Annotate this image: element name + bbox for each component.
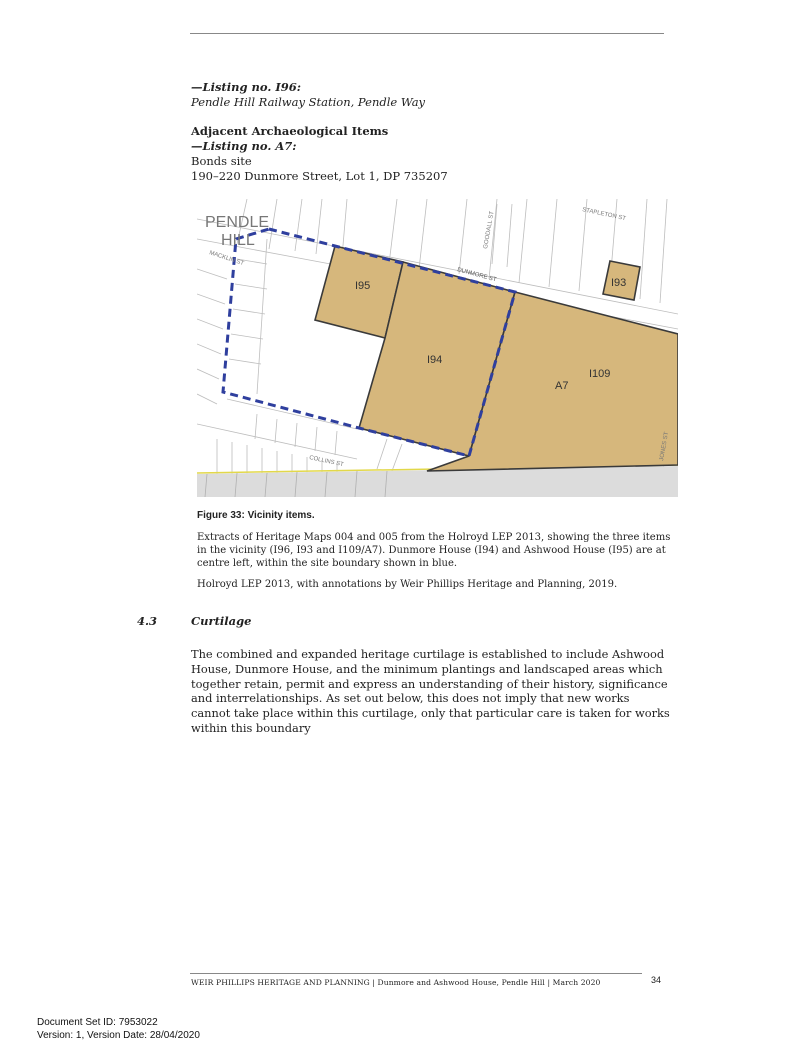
label-i94: I94 xyxy=(427,354,443,366)
section-number: 4.3 xyxy=(137,614,158,628)
label-i109: I109 xyxy=(589,368,611,380)
label-i95: I95 xyxy=(355,280,371,292)
street-label-jones: JONES ST xyxy=(659,431,671,462)
section-title: Curtilage xyxy=(191,614,252,628)
page-number: 34 xyxy=(651,975,662,985)
listing-a7-heading: —Listing no. A7: xyxy=(191,139,297,153)
listing-i96-heading: —Listing no. I96: xyxy=(191,80,301,94)
a7-site: Bonds site xyxy=(191,154,252,168)
figure-source: Holroyd LEP 2013, with annotations by Weir Phillips Heritage and Planning, 2019. xyxy=(197,579,618,590)
street-label-collins: COLLINS ST xyxy=(308,455,345,469)
street-label-macklin: MACKLIN ST xyxy=(208,250,245,268)
street-label-dunmore: DUNMORE ST xyxy=(456,267,498,284)
vicinity-map xyxy=(197,199,678,497)
label-i93: I93 xyxy=(611,277,627,289)
street-label-stapleton: STAPLETON ST xyxy=(581,207,627,223)
figure-description: Extracts of Heritage Maps 004 and 005 from the Holroyd LEP 2013, showing the three items in the vicinity (I96, I93 and I109/A7). Dunmore House (I94) and Ashwood House (I95) are at centre left, within the site boundary shown in blue. xyxy=(197,532,671,569)
vicinity-map-svg xyxy=(197,199,678,497)
listing-i96-text: Pendle Hill Railway Station, Pendle Way xyxy=(191,95,426,109)
archaeological-heading: Adjacent Archaeological Items xyxy=(191,124,389,138)
section-body: The combined and expanded heritage curtilage is established to include Ashwood House, Dunmore House, and the minimum plantings and landscaped areas which together retain, permit and express an understanding of their history, significance and interrelationships. As set out below, this does not imply that new works cannot take place within this curtilage, only that particular care is taken for works within this boundary xyxy=(191,647,670,735)
suburb-label-line2: HILL xyxy=(221,232,255,249)
suburb-label-line1: PENDLE xyxy=(205,214,270,231)
footer-text: WEIR PHILLIPS HERITAGE AND PLANNING | Dunmore and Ashwood House, Pendle Hill | March 2020 xyxy=(191,978,601,987)
header-rule xyxy=(190,33,664,34)
label-a7: A7 xyxy=(555,380,569,392)
figure-title: Figure 33: Vicinity items. xyxy=(197,510,315,521)
street-label-goodall: GOODALL ST xyxy=(483,210,496,250)
footer-rule xyxy=(190,973,642,974)
a7-address: 190–220 Dunmore Street, Lot 1, DP 735207 xyxy=(191,169,448,183)
document-version: Version: 1, Version Date: 28/04/2020 xyxy=(37,1030,200,1041)
document-set-id: Document Set ID: 7953022 xyxy=(37,1017,158,1028)
